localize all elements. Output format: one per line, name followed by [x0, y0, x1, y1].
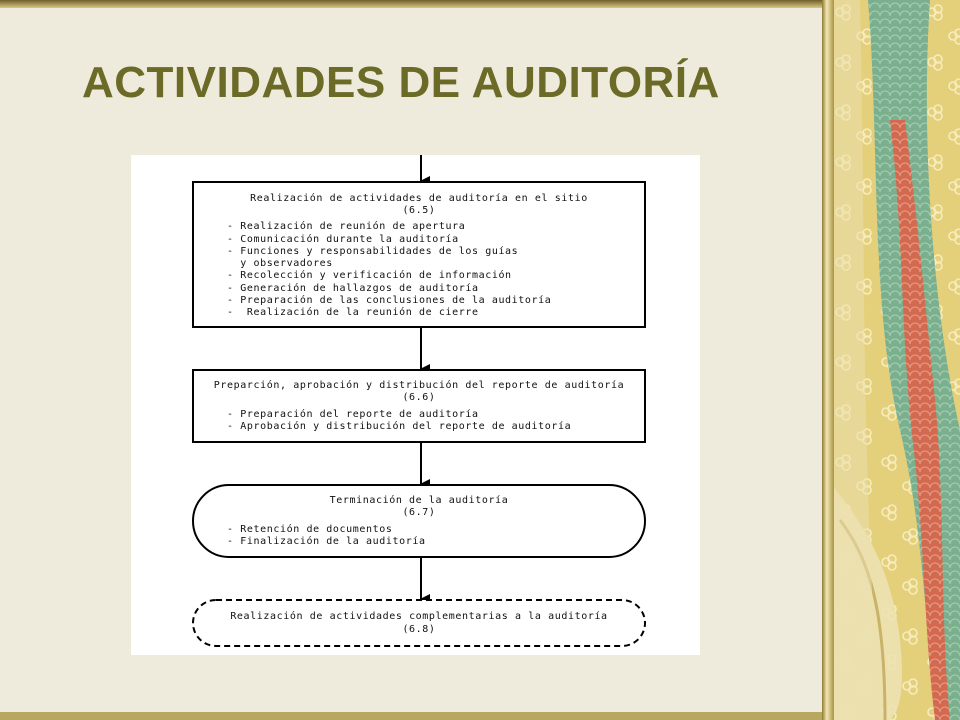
step-onsite-activities — [193, 182, 645, 327]
step-item: - Generación de hallazgos de auditoría — [227, 283, 479, 294]
flow-diagram-canvas — [131, 155, 700, 655]
step-item: - Funciones y responsabilidades de los guías — [227, 246, 519, 257]
step-ref: (6.7) — [402, 507, 436, 518]
step-audit-report — [193, 370, 645, 442]
step-title: Preparción, aprobación y distribución del reporte de auditoría — [213, 380, 625, 391]
slide-title: ACTIVIDADES DE AUDITORÍA — [82, 58, 720, 107]
step-title: Terminación de la auditoría — [329, 495, 509, 506]
step-ref: (6.5) — [402, 205, 436, 216]
step-item: - Recolección y verificación de información — [227, 270, 512, 281]
step-title: Realización de actividades complementarias a la auditoría — [230, 611, 608, 622]
step-item: - Realización de la reunión de cierre — [227, 307, 479, 318]
step-item: y observadores — [227, 258, 333, 269]
step-ref: (6.6) — [402, 392, 436, 403]
step-box — [193, 600, 645, 646]
step-item: - Retención de documentos — [227, 524, 393, 535]
step-title: Realización de actividades de auditoría en el sitio — [250, 193, 588, 204]
step-audit-completion — [193, 485, 645, 557]
flow-diagram — [131, 155, 700, 655]
step-item: - Aprobación y distribución del reporte de auditoría — [227, 421, 572, 432]
step-item: - Realización de reunión de apertura — [227, 221, 466, 232]
step-follow-up-activities — [193, 600, 645, 646]
step-item: - Comunicación durante la auditoría — [227, 234, 459, 245]
step-ref: (6.8) — [402, 624, 436, 635]
step-item: - Preparación de las conclusiones de la auditoría — [227, 295, 552, 306]
step-item: - Finalización de la auditoría — [227, 536, 426, 547]
step-item: - Preparación del reporte de auditoría — [227, 409, 479, 420]
